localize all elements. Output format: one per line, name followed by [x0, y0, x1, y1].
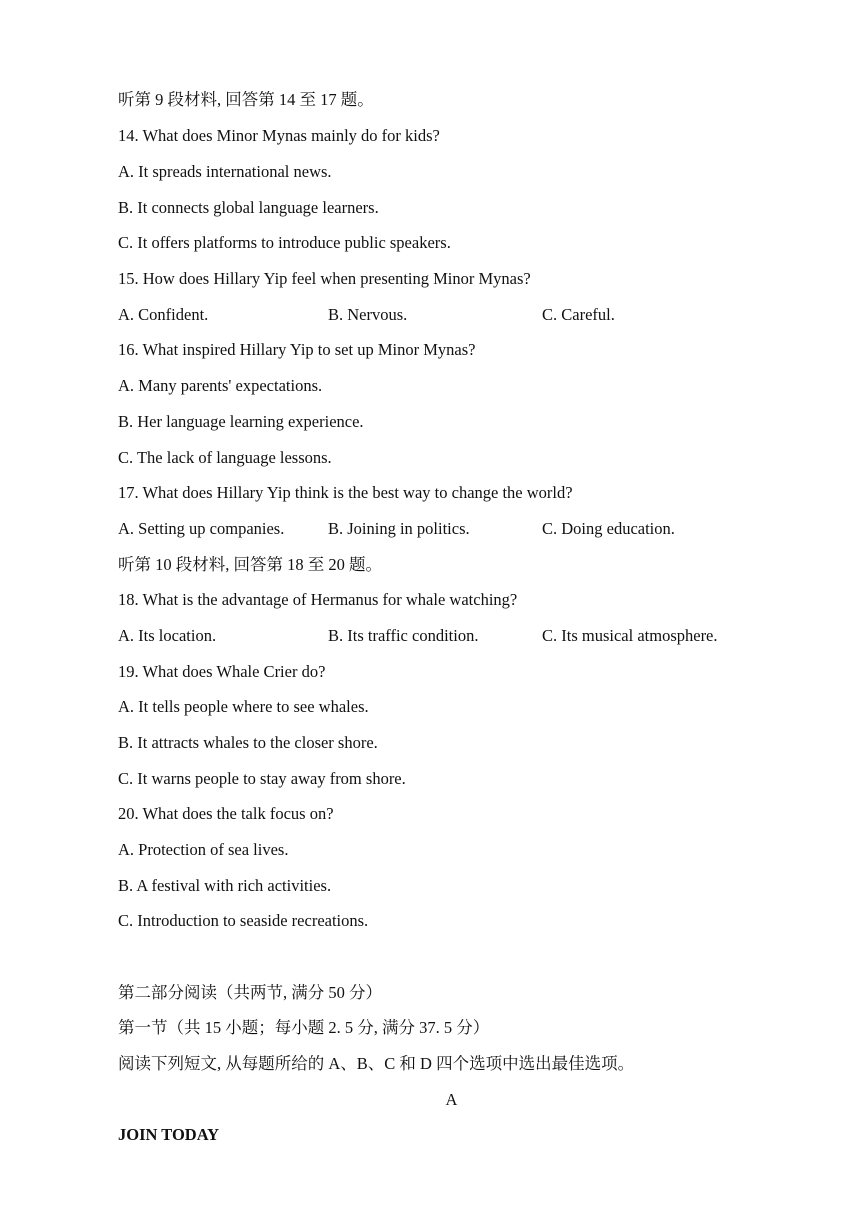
- question-17-option-b: B. Joining in politics.: [328, 519, 470, 538]
- question-16-option-a: A. Many parents' expectations.: [118, 376, 323, 395]
- question-15-option-a: A. Confident.: [118, 305, 209, 324]
- section-one-title: 第一节（共 15 小题；每小题 2. 5 分, 满分 37. 5 分）: [118, 1018, 490, 1037]
- question-18-option-a: A. Its location.: [118, 626, 217, 645]
- question-15-option-b: B. Nervous.: [328, 305, 408, 324]
- passage-label: A: [445, 1090, 458, 1109]
- question-20-option-b: B. A festival with rich activities.: [118, 876, 332, 895]
- question-18-option-b: B. Its traffic condition.: [328, 626, 479, 645]
- question-17-stem: 17. What does Hillary Yip think is the best way to change the world?: [118, 483, 573, 502]
- part-two-title: 第二部分阅读（共两节, 满分 50 分）: [118, 983, 382, 1002]
- question-14-option-b: B. It connects global language learners.: [118, 198, 379, 217]
- question-16-option-b: B. Her language learning experience.: [118, 412, 364, 431]
- question-17-option-a: A. Setting up companies.: [118, 519, 285, 538]
- passage-heading: JOIN TODAY: [118, 1125, 220, 1144]
- question-20-stem: 20. What does the talk focus on?: [118, 804, 334, 823]
- question-17-option-c: C. Doing education.: [542, 519, 675, 538]
- listening-intro-10: 听第 10 段材料, 回答第 18 至 20 题。: [118, 555, 382, 574]
- question-18-option-c: C. Its musical atmosphere.: [542, 626, 718, 645]
- question-19-option-a: A. It tells people where to see whales.: [118, 697, 369, 716]
- question-19-option-b: B. It attracts whales to the closer shore.: [118, 733, 378, 752]
- question-20-option-c: C. Introduction to seaside recreations.: [118, 911, 369, 930]
- question-19-option-c: C. It warns people to stay away from shore.: [118, 769, 406, 788]
- question-14-stem: 14. What does Minor Mynas mainly do for kids?: [118, 126, 440, 145]
- listening-intro-9: 听第 9 段材料, 回答第 14 至 17 题。: [118, 90, 374, 109]
- question-19-stem: 19. What does Whale Crier do?: [118, 662, 326, 681]
- question-16-option-c: C. The lack of language lessons.: [118, 448, 332, 467]
- question-14-option-c: C. It offers platforms to introduce public speakers.: [118, 233, 451, 252]
- question-16-stem: 16. What inspired Hillary Yip to set up Minor Mynas?: [118, 340, 476, 359]
- question-15-option-c: C. Careful.: [542, 305, 615, 324]
- question-15-stem: 15. How does Hillary Yip feel when presenting Minor Mynas?: [118, 269, 531, 288]
- question-20-option-a: A. Protection of sea lives.: [118, 840, 289, 859]
- reading-instructions: 阅读下列短文, 从每题所给的 A、B、C 和 D 四个选项中选出最佳选项。: [118, 1054, 635, 1073]
- question-14-option-a: A. It spreads international news.: [118, 162, 332, 181]
- question-18-stem: 18. What is the advantage of Hermanus for whale watching?: [118, 590, 518, 609]
